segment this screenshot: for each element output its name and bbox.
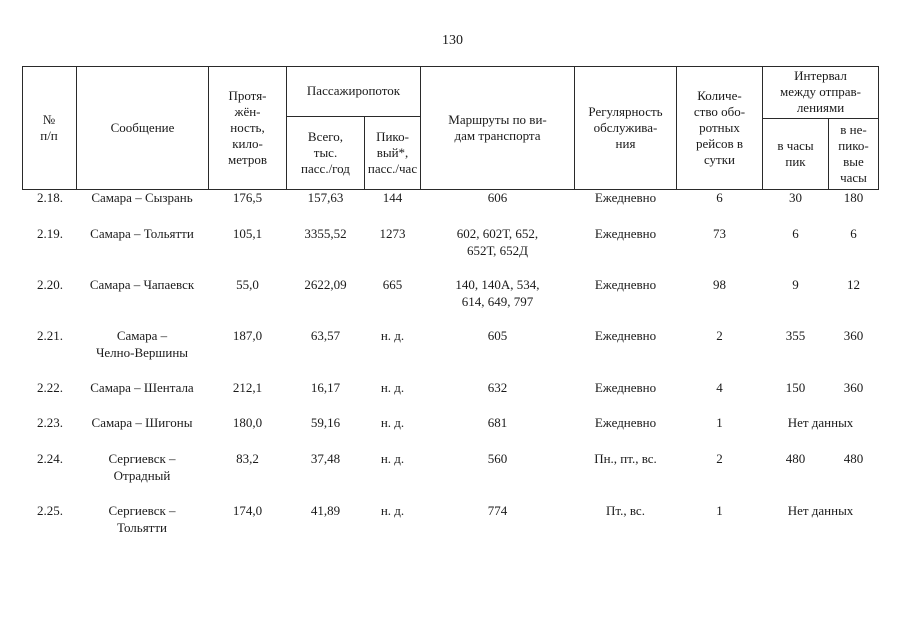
cell-trips: 73 (713, 226, 726, 241)
cell-connection-line: Сергиевск – (108, 451, 176, 466)
cell-regularity: Ежедневно (594, 415, 657, 430)
cell-connection-line: Самара – Шентала (90, 380, 194, 395)
cell-connection (76, 379, 208, 396)
cell-routes-line: 632 (487, 380, 508, 395)
cell-total-flow: 63,57 (310, 328, 341, 343)
cell-interval-peak: 30 (789, 190, 802, 205)
cell-peak-flow: 665 (382, 277, 403, 292)
cell-number: 2.24. (37, 451, 63, 466)
cell-interval-peak: 480 (785, 451, 806, 466)
cell-total-flow: 41,89 (310, 503, 341, 518)
cell-length: 212,1 (232, 380, 263, 395)
cell-routes-line: 774 (487, 503, 508, 518)
cell-connection-line: Самара – Тольятти (90, 226, 194, 241)
cell-connection-line: Тольятти (116, 520, 167, 535)
cell-routes-line: 681 (487, 415, 508, 430)
cell-connection (76, 189, 208, 206)
cell-trips: 6 (716, 190, 723, 205)
cell-length: 180,0 (232, 415, 263, 430)
cell-regularity: Ежедневно (594, 226, 657, 241)
cell-peak-flow: н. д. (380, 451, 405, 466)
cell-total-flow: 2622,09 (304, 277, 347, 292)
cell-regularity: Ежедневно (594, 277, 657, 292)
cell-routes-line: 606 (487, 190, 508, 205)
cell-connection (76, 450, 208, 484)
cell-routes (421, 327, 574, 344)
cell-connection (76, 502, 208, 536)
header-regularity: Регулярность обслужива- ния (588, 103, 663, 151)
header-total: Всего, тыс. пасс./год (301, 129, 350, 176)
cell-peak-flow: 144 (382, 190, 403, 205)
cell-interval-offpeak: 360 (843, 380, 864, 395)
header-number: № п/п (40, 111, 58, 143)
cell-routes (421, 450, 574, 467)
cell-connection-line: Самара – Шигоны (91, 415, 193, 430)
cell-interval-offpeak: 6 (850, 226, 857, 241)
cell-length: 187,0 (232, 328, 263, 343)
cell-routes (421, 379, 574, 396)
cell-connection-line: Челно-Вершины (95, 345, 189, 360)
table-header (22, 66, 878, 190)
header-interval-peak: в часы пик (777, 138, 814, 169)
cell-trips: 1 (716, 415, 723, 430)
cell-peak-flow: н. д. (380, 503, 405, 518)
cell-connection (76, 414, 208, 431)
header-trips: Количе- ство обо- ротных рейсов в сутки (693, 87, 746, 167)
cell-length: 83,2 (236, 451, 259, 466)
cell-connection-line: Самара – Чапаевск (89, 277, 195, 292)
cell-routes (421, 502, 574, 519)
page-number: 130 (442, 33, 463, 48)
cell-trips: 4 (716, 380, 723, 395)
cell-number: 2.19. (37, 226, 63, 241)
cell-connection-line: Сергиевск – (108, 503, 176, 518)
cell-number: 2.20. (37, 277, 63, 292)
cell-trips: 98 (713, 277, 726, 292)
cell-regularity: Ежедневно (594, 380, 657, 395)
cell-routes-line: 602, 602Т, 652, (456, 226, 539, 241)
cell-peak-flow: н. д. (380, 380, 405, 395)
cell-interval-offpeak: 12 (847, 277, 860, 292)
cell-connection-line: Самара – Сызрань (91, 190, 193, 205)
cell-interval-peak: 9 (792, 277, 799, 292)
cell-peak-flow: 1273 (379, 226, 406, 241)
cell-length: 55,0 (236, 277, 259, 292)
header-interval-offpeak: в не- пико- вые часы (838, 122, 869, 185)
cell-routes-line: 140, 140А, 534, (455, 277, 540, 292)
cell-peak-flow: н. д. (380, 415, 405, 430)
cell-interval-peak: 6 (792, 226, 799, 241)
cell-regularity: Ежедневно (594, 190, 657, 205)
cell-number: 2.18. (37, 190, 63, 205)
cell-trips: 2 (716, 328, 723, 343)
cell-routes (421, 189, 574, 206)
cell-routes (421, 276, 574, 310)
cell-total-flow: 157,63 (307, 190, 344, 205)
cell-connection (76, 225, 208, 242)
cell-number: 2.22. (37, 380, 63, 395)
cell-connection-line: Отрадный (113, 468, 171, 483)
cell-interval-offpeak: 360 (843, 328, 864, 343)
cell-regularity: Пт., вс. (606, 503, 645, 518)
cell-number: 2.25. (37, 503, 63, 518)
cell-routes-line: 652Т, 652Д (466, 243, 528, 258)
cell-interval-offpeak: 480 (843, 451, 864, 466)
cell-number: 2.21. (37, 328, 63, 343)
cell-peak-flow: н. д. (380, 328, 405, 343)
cell-length: 105,1 (232, 226, 263, 241)
header-connection: Сообщение (110, 119, 175, 135)
header-passenger-flow: Пассажиропоток (306, 83, 401, 98)
cell-length: 176,5 (232, 190, 263, 205)
cell-length: 174,0 (232, 503, 263, 518)
cell-total-flow: 37,48 (310, 451, 341, 466)
cell-interval-peak: 150 (785, 380, 806, 395)
cell-total-flow: 3355,52 (304, 226, 347, 241)
cell-trips: 2 (716, 451, 723, 466)
cell-routes (421, 225, 574, 259)
cell-regularity: Ежедневно (594, 328, 657, 343)
cell-routes-line: 560 (487, 451, 508, 466)
cell-connection (76, 327, 208, 361)
cell-interval-no-data: Нет данных (787, 415, 854, 430)
cell-routes-line: 605 (487, 328, 508, 343)
cell-interval-no-data: Нет данных (787, 503, 854, 518)
cell-routes (421, 414, 574, 431)
header-length: Протя- жён- ность, кило- метров (228, 87, 267, 167)
cell-interval-offpeak: 180 (843, 190, 864, 205)
cell-regularity: Пн., пт., вс. (594, 451, 657, 466)
cell-trips: 1 (716, 503, 723, 518)
header-routes: Маршруты по ви- дам транспорта (448, 111, 547, 143)
header-interval: Интервал между отправ- лениями (779, 68, 862, 115)
cell-number: 2.23. (37, 415, 63, 430)
header-peak: Пико- вый*, пасс./час (367, 129, 418, 176)
cell-total-flow: 59,16 (310, 415, 341, 430)
cell-total-flow: 16,17 (310, 380, 341, 395)
cell-interval-peak: 355 (785, 328, 806, 343)
cell-connection (76, 276, 208, 293)
cell-connection-line: Самара – (116, 328, 168, 343)
cell-routes-line: 614, 649, 797 (461, 294, 534, 309)
